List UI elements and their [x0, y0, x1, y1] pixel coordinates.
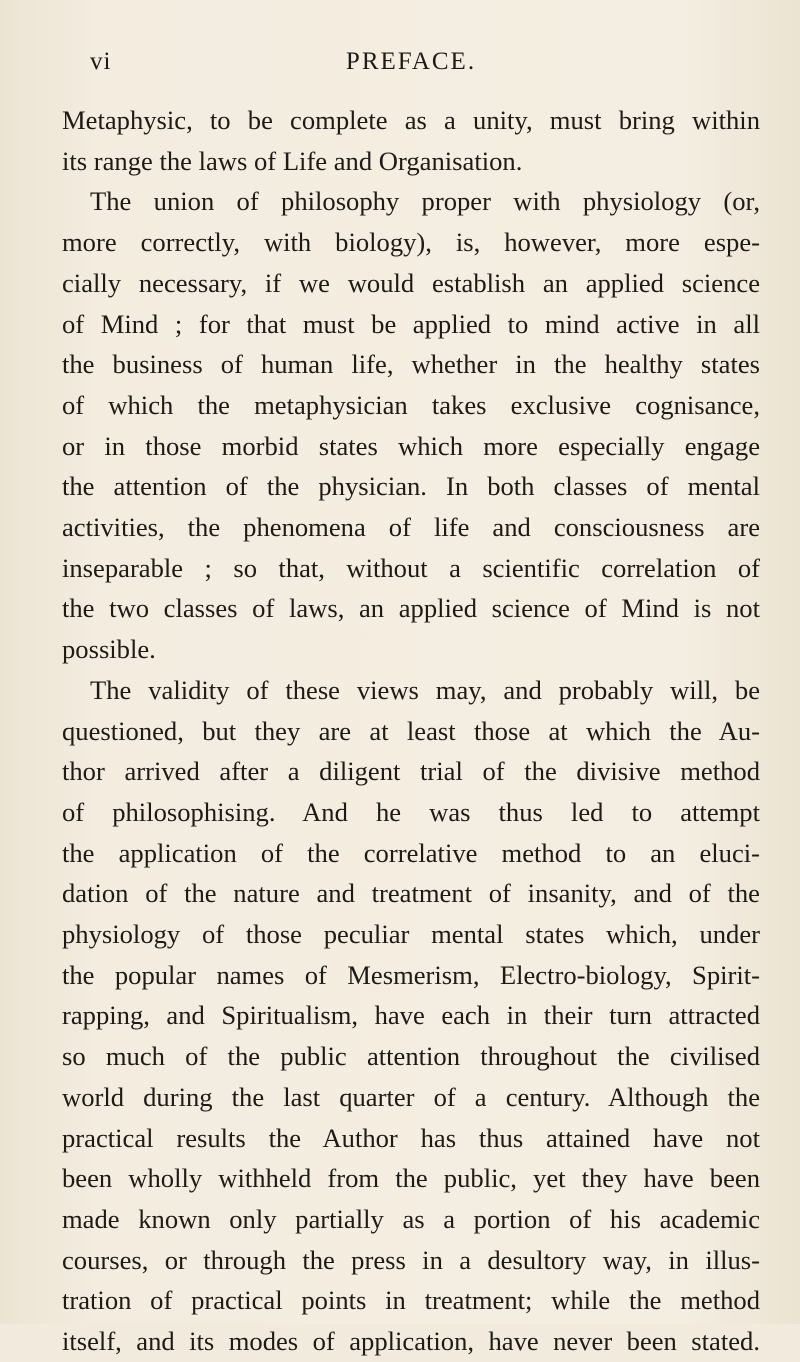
text-line: possible. [62, 634, 156, 665]
text-line: practical results the Author has thus attained have not [62, 1122, 760, 1153]
text-line: itself, and its modes of application, have never been stated. [62, 1326, 760, 1357]
text-line: The validity of these views may, and probably will, be [90, 674, 760, 705]
text-line: rapping, and Spiritualism, have each in their turn attracted [62, 1000, 760, 1031]
text-line: the popular names of Mesmerism, Electro-biology, Spirit- [62, 959, 760, 990]
text-line: more correctly, with biology), is, however, more espe- [62, 227, 760, 258]
text-line: the application of the correlative method to an eluci- [62, 837, 760, 868]
running-title: PREFACE. [345, 48, 477, 75]
text-line: of Mind ; for that must be applied to mind active in all [62, 308, 760, 339]
text-line: the attention of the physician. In both classes of mental [62, 471, 760, 502]
text-line: of philosophising. And he was thus led to attempt [62, 796, 760, 827]
text-line: so much of the public attention throughout the civilised [62, 1041, 760, 1072]
text-line: thor arrived after a diligent trial of the divisive method [62, 756, 760, 787]
text-line: tration of practical points in treatment; while the method [62, 1285, 760, 1316]
text-line: made known only partially as a portion of his academic [62, 1203, 760, 1234]
text-line: physiology of those peculiar mental states which, under [62, 919, 760, 950]
text-line: its range the laws of Life and Organisation. [62, 145, 523, 176]
text-line: been wholly withheld from the public, yet they have been [62, 1163, 760, 1194]
text-line: world during the last quarter of a century. Although the [62, 1081, 760, 1112]
text-line: courses, or through the press in a desultory way, in illus- [62, 1244, 760, 1275]
text-line: dation of the nature and treatment of insanity, and of the [62, 878, 760, 909]
page-number: vi [90, 48, 112, 75]
text-line: activities, the phenomena of life and consciousness are [62, 512, 760, 543]
text-line: the two classes of laws, an applied science of Mind is not [62, 593, 760, 624]
text-line: inseparable ; so that, without a scientific correlation of [62, 552, 760, 583]
text-line: Metaphysic, to be complete as a unity, must bring within [62, 105, 760, 135]
text-line: The union of philosophy proper with physiology (or, [90, 186, 760, 217]
body-text [62, 100, 760, 1362]
text-line: questioned, but they are at least those at which the Au- [62, 715, 760, 746]
text-line: cially necessary, if we would establish an applied science [62, 267, 760, 298]
text-line: of which the metaphysician takes exclusive cognisance, [62, 389, 760, 420]
text-line: or in those morbid states which more especially engage [62, 430, 760, 461]
running-head [62, 0, 760, 90]
text-line: the business of human life, whether in the healthy states [62, 349, 760, 380]
